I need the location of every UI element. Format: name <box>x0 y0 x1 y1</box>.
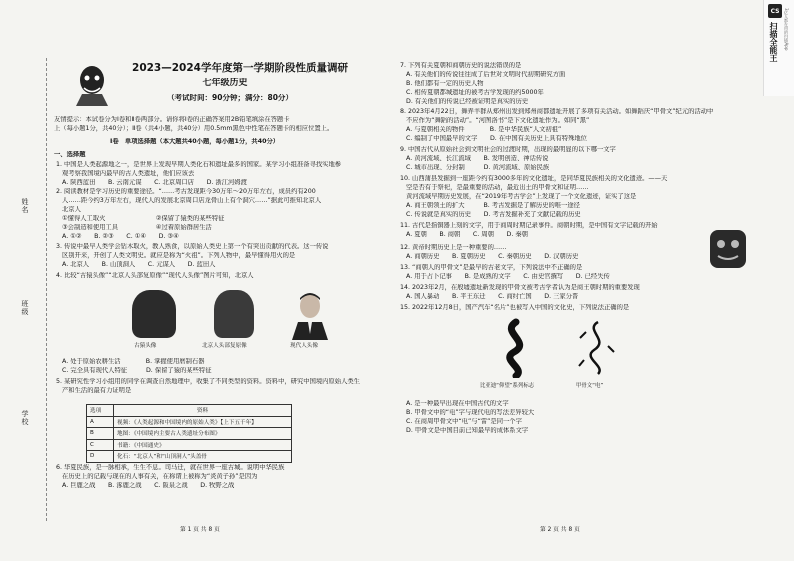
question-line: 12. 黄帝时期历史上是一种重要的…… <box>400 244 507 251</box>
question-line: 10. 山西蒲县发掘到一座距今约有3000多年的文化遗址，是同华夏民族相关的文化遗迹。——天 <box>400 175 668 182</box>
modern-human-image <box>290 290 330 340</box>
mascot-icon <box>72 62 112 108</box>
answer-options: A. 有关他们的传说往往成了后世对文明时代初期研究方面 <box>406 71 566 78</box>
table-cell: 化石：“北京人”和“山顶洞人”头盖骨 <box>114 451 292 463</box>
section-subheading: 一、选择题 <box>54 151 86 158</box>
question-line: 产和生活的最有力证明是 <box>62 387 132 394</box>
answer-options: A. 与夏朝相关的物件 B. 是中华民族“人文初祖” <box>406 126 562 133</box>
answer-options: A. 夏朝 B. 商朝 C. 周朝 D. 秦朝 <box>406 231 528 238</box>
answer-options: A. 商朝历史 B. 夏朝历史 C. 秦朝历史 D. 汉朝历史 <box>406 253 579 260</box>
scanner-name: 扫描全能王 <box>769 22 778 62</box>
answer-options: ①懂得人工取火 ②保留了猿类的某些特征 <box>62 215 225 222</box>
table-header-row <box>87 405 292 417</box>
table-row <box>87 416 292 428</box>
section-heading: Ⅰ卷 单项选择题（本大题共40小题，每小题1分，共40分） <box>110 138 280 145</box>
class-label: 班级 <box>21 300 29 316</box>
yangwang-logo-image <box>496 318 536 378</box>
answer-options: A. 处于原始农耕生活 B. 掌握使用磨制石器 <box>62 358 205 365</box>
question-line: 3. 传说中最早人类学会钻木取火，教人熟食，以原始人类史上第一个有突出贡献的代表。这一传说 <box>56 243 329 250</box>
binding-line <box>46 58 47 521</box>
answer-options: B. 他们都有一定的历史人物 <box>406 80 484 87</box>
name-label: 姓名 <box>21 198 29 214</box>
tip-line-2: 上（每小题1分，共40分）；Ⅱ卷（共4小题，共40分）用0.5mm黑色中性笔在答题卡的相应位置上。 <box>54 125 334 132</box>
scanner-badge <box>763 0 794 96</box>
question-line: 区别开来，开创了人类文明史。就应是称为“火祖”。下列人物中，最早懂得用火的是 <box>62 252 296 259</box>
answer-options: D. 有关他们的传说已经被证明是真实的历史 <box>406 98 529 105</box>
page-number: 第 2 页 共 8 页 <box>540 527 580 533</box>
figure-caption: 北京人头部复原像 <box>202 343 247 349</box>
exam-title: 2023—2024学年度第一学期阶段性质量调研 <box>132 62 348 74</box>
image-caption: 比亚迪“仰望”系列标志 <box>480 383 535 389</box>
figure-caption: 现代人头像 <box>290 343 318 349</box>
answer-options: C. 在商周甲骨文中“电”与“雷”是同一个字 <box>406 418 522 425</box>
peking-man-image <box>214 290 254 338</box>
answer-options: C. 城市出现、分封制 D. 黄河流域、原始民族 <box>406 164 550 171</box>
page-2 <box>400 0 762 561</box>
table-header-cell: 资料 <box>114 405 292 417</box>
answer-options: A. 商王朝领土的扩大 B. 考古发掘是了解历史的唯一途径 <box>406 202 580 209</box>
table-cell: 书籍：《中国通史》 <box>114 439 292 451</box>
answer-options: A. 北京人 B. 山顶洞人 C. 元谋人 D. 蓝田人 <box>62 261 216 268</box>
table-row <box>87 428 292 440</box>
answer-options: A. 国人暴动 B. 平王东迁 C. 商纣亡国 D. 三家分晋 <box>406 293 579 300</box>
question-line: 2. 阅读教材是学习历史的重要途径。“……考古发现距今30万年～20万年左右，成员约有200 <box>56 188 316 195</box>
question-line: 北京人 <box>62 206 81 213</box>
table-cell: B <box>87 428 114 440</box>
table-cell: 视频：《人类起源和中国境内的原始人类》【上下五千年】 <box>114 416 292 428</box>
page-number: 第 1 页 共 8 页 <box>180 527 220 533</box>
question-line: 9. 中国古代从原始社会到文明社会的过渡时期，出现的最明显的以下哪一文字 <box>400 146 616 153</box>
answer-options: A. 用于占卜记事 B. 是成熟的文字 C. 由史官撰写 D. 已经失传 <box>406 273 610 280</box>
table-header-cell: 选项 <box>87 405 114 417</box>
question-line: 13. “商朝人的甲骨文”是最早的古老文字，下列说法中不正确的是 <box>400 264 583 271</box>
question-line: 14. 2023年2月，在殷墟遗址新发现的甲骨文被考古学者认为是商王朝时期的重要发现 <box>400 284 640 291</box>
question-line: 8. 2023年4月22日，舞弄羊群从郑州出发到郑州商都遗址开展了多项有关活动。如舞蹈庆“甲骨文”纪元的活动中 <box>400 108 714 115</box>
answer-options: A. 陕西蓝田 B. 云南元谋 C. 北京周口店 D. 浙江河姆渡 <box>62 179 247 186</box>
answer-options: C. 完全具有现代人特征 D. 保留了猿的某些特征 <box>62 367 212 374</box>
school-label: 学校 <box>21 410 29 426</box>
ape-head-image <box>132 290 176 338</box>
answer-options: B. 甲骨文中的“电”字与现代电的写法差异较大 <box>406 409 535 416</box>
materials-table <box>86 404 292 463</box>
oracle-dian-image <box>576 318 616 378</box>
image-caption: 甲骨文“电” <box>576 383 604 389</box>
answer-options: A. 黄河流域、长江流域 B. 发明创造、神话传说 <box>406 155 549 162</box>
question-line: 11. 古代是指铜器上刻的文字，用于商周时期记录事件。商朝时期，是中国有文字记载的开始 <box>400 222 658 229</box>
tip-line-1: 友情提示：本试卷分为Ⅰ卷和Ⅱ卷两部分。请你将Ⅰ卷的正确答案用2B铅笔填涂在答题卡 <box>54 116 290 123</box>
answer-options: D. 甲骨文是中国目前已知最早的成体系文字 <box>406 427 529 434</box>
table-cell: D <box>87 451 114 463</box>
table-row <box>87 439 292 451</box>
answer-options: C. 传说就是真实的历史 D. 考古发掘补充了文献记载的历史 <box>406 211 581 218</box>
question-line: 空是否有于祭祀，是最重要的活动，最近出土的甲骨文和证明…… <box>406 184 589 191</box>
table-cell: A <box>87 416 114 428</box>
table-row <box>87 451 292 463</box>
question-line: 在历史上的记载与现在的人事有关，在称谓上被称为“炎黄子孙”是因为 <box>62 473 258 480</box>
scanner-slogan: 3亿人都在用的扫描App <box>784 8 789 51</box>
question-line: 5. 某研究性学习小组用的同学在调查自然地理中，收集了不同类型的资料。资料中，研究中国境内原始人类生 <box>56 378 360 385</box>
answer-options: A. 巨鹿之战 B. 涿鹿之战 C. 阪泉之战 D. 牧野之战 <box>62 482 235 489</box>
answer-options: C. 编制了中国最早的文字 D. 在中国有关历史上具有特殊地位 <box>406 135 587 142</box>
page-1 <box>0 0 392 561</box>
answer-options: A. ①② B. ②③ C. ①④ D. ③④ <box>62 233 179 240</box>
exam-time-score: （考试时间：90分钟；满分：80分） <box>167 94 293 102</box>
question-line: 黄河流域早期历史发展，在“2019年考古学会”上发现了一个文化遗迹，证实了这是 <box>406 193 637 200</box>
subject-title: 七年级历史 <box>202 78 248 88</box>
answer-options: C. 相传夏朝都城遗址的被考古学发现的约5000年 <box>406 89 544 96</box>
question-line: 人……距今约3万年左右，现代人的发展北京周口店龙骨山上有个洞穴……”据此可推知北京人 <box>62 197 322 204</box>
question-line: 6. 华夏民族，是一脉相承，生生不息。司马迁，就在世界一座古城。说明中华民族 <box>56 464 285 471</box>
question-line: 1. 中国是人类起源地之一，是世界上发现早期人类化石和遗址最多的国家。某学习小组准备寻找实地参 <box>56 161 342 168</box>
answer-options: ③会制造和使用工具 ④过着原始群居生活 <box>62 224 212 231</box>
question-line: 观考察我国境内最早的古人类遗址，他们应该去 <box>62 170 195 177</box>
answer-options: A. 是一种最早出现在中国古代的文字 <box>406 400 509 407</box>
scanner-logo-icon: CS <box>768 4 782 18</box>
question-line: 7. 下列有关夏朝和商朝历史的说法错误的是 <box>400 62 522 69</box>
figure-caption: 古猿头像 <box>134 343 157 349</box>
question-line: 15. 2022年12月8日，国产汽车“名片”也被写入中国的文化史，下列说法正确的是 <box>400 304 630 311</box>
question-line: 不应作为“舞蹈的活动”。“河图洛书”是下文化遗址作为。如同“黑” <box>406 117 590 124</box>
table-cell: 地图：《中国境内主要古人类遗址分布图》 <box>114 428 292 440</box>
table-cell: C <box>87 439 114 451</box>
question-line: 4. 比较“古猿头像”“北京人头部复原像”“现代人头像”图片可知，北京人 <box>56 272 254 279</box>
